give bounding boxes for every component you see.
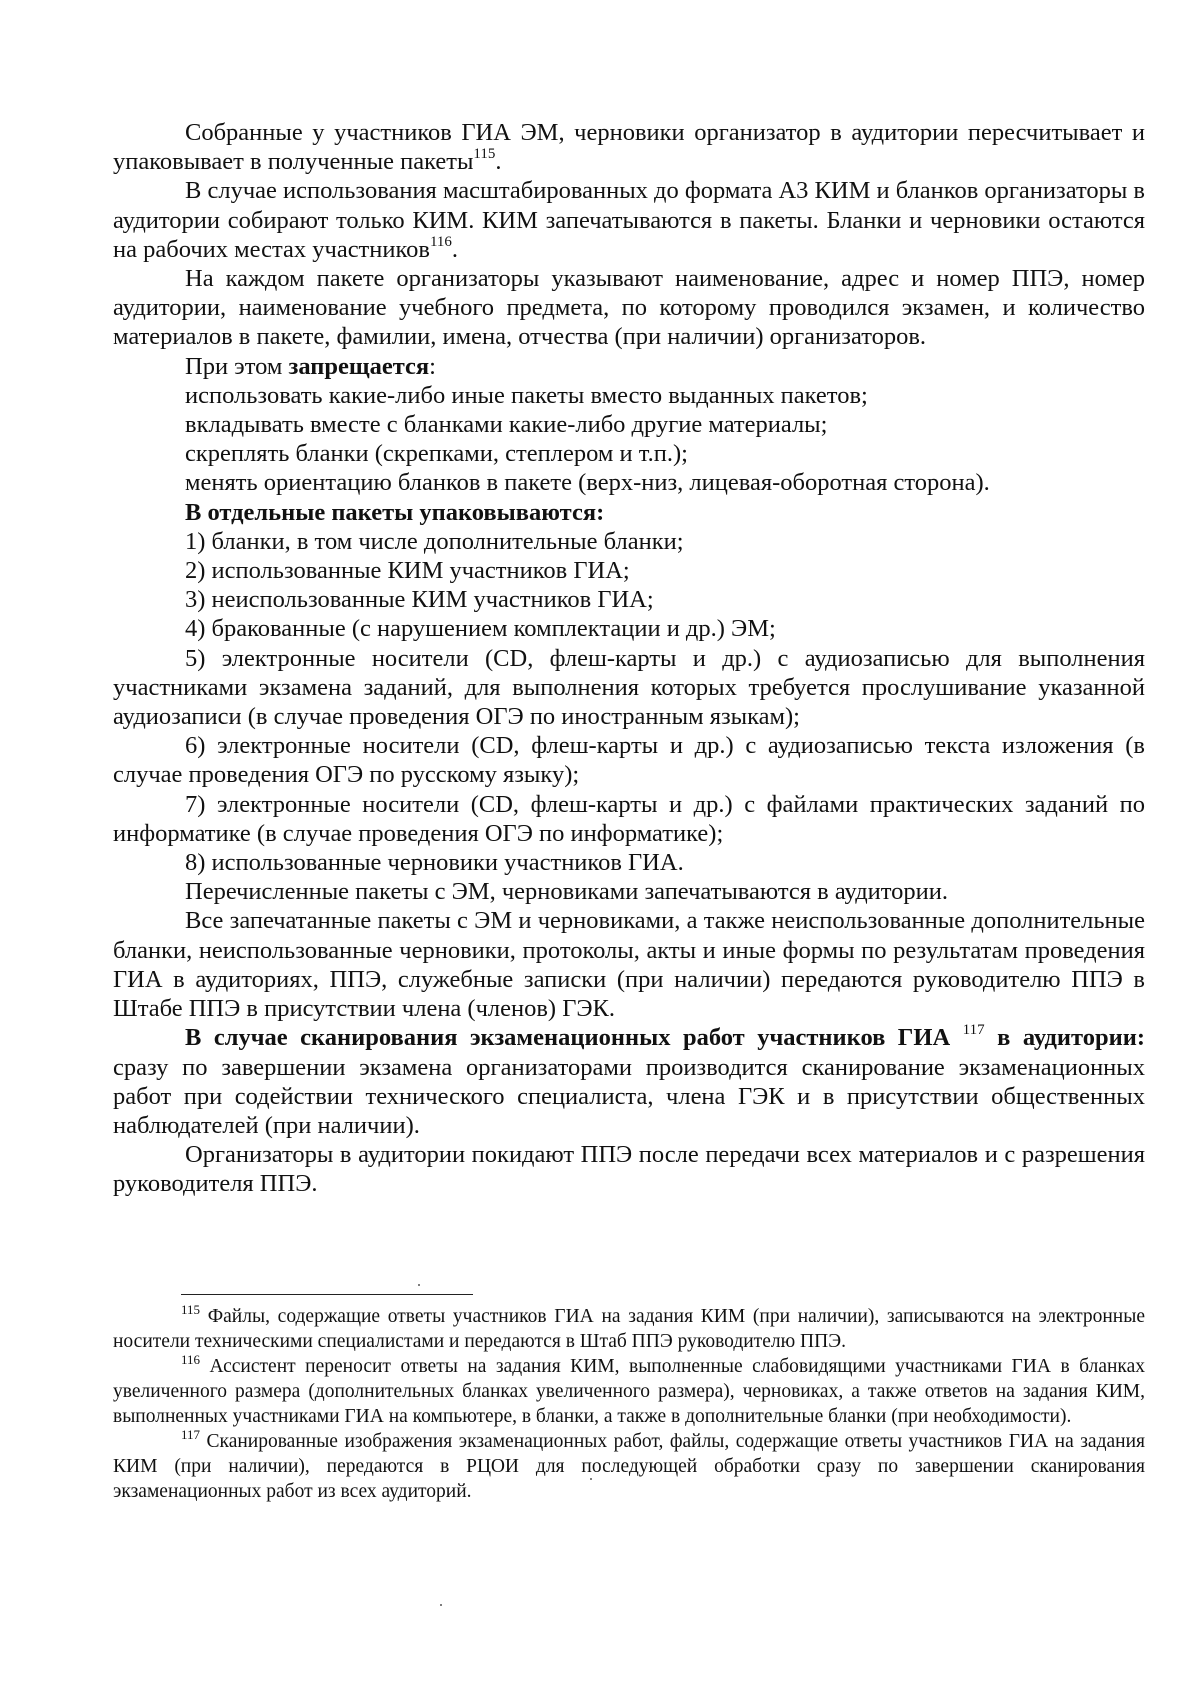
package-item: 7) электронные носители (CD, флеш-карты и др.) с файлами практических заданий по информатике (в случае проведения ОГЭ по информатике); [113, 790, 1145, 847]
scan-speck [418, 1284, 420, 1286]
package-item: 4) бракованные (с нарушением комплектации и др.) ЭМ; [185, 615, 776, 643]
scan-speck [440, 1604, 442, 1606]
main-text [113, 118, 1145, 1199]
paragraph-sealed: Перечисленные пакеты с ЭМ, черновиками запечатываются в аудитории. [185, 878, 949, 906]
footnote-115: $^{115}$ Файлы, содержащие ответы участников ГИА на задания КИМ (при наличии), записываются на электронные носители техническими специалистами и передаются в Штаб ППЭ руководителю ППЭ. [113, 1302, 1145, 1352]
paragraph-collect-drafts: Собранные у участников ГИА ЭМ, черновики организатор в аудитории пересчитывает и упаковывает в полученные пакеты$^{115}$. [113, 119, 1145, 176]
paragraph-closing: Организаторы в аудитории покидают ППЭ после передачи всех материалов и с разрешения руководителя ППЭ. [113, 1141, 1145, 1198]
prohibited-item: скреплять бланки (скрепками, степлером и т.п.); [185, 440, 688, 468]
footnote-separator [181, 1294, 473, 1295]
footnote-ref-117: 117 [962, 1022, 985, 1039]
scan-speck [590, 1478, 592, 1480]
paragraph-scanning: В случае сканирования экзаменационных работ участников ГИА $^{117}$ в аудитории: сразу по завершении экзамена организаторами производится сканирование экзаменационных работ при содействии технического специалиста, члена ГЭК и в присутствии общественных наблюдателей (при наличии). [113, 1022, 1146, 1139]
footnote-117: $^{117}$ Сканированные изображения экзаменационных работ, файлы, содержащие ответы участников ГИА на задания КИМ (при наличии), передаются в РЦОИ для последующей обработки сразу по завершении сканирования экзаменационных работ из всех аудиторий. [113, 1427, 1145, 1502]
prohibited-item: менять ориентацию бланков в пакете (верх-низ, лицевая-оборотная сторона). [185, 469, 990, 497]
package-item: 8) использованные черновики участников ГИА. [185, 849, 684, 877]
footnotes [113, 1304, 1145, 1504]
package-item: 2) использованные КИМ участников ГИА; [185, 557, 630, 585]
prohibited-item: использовать какие-либо иные пакеты вместо выданных пакетов; [185, 381, 868, 409]
paragraph-package-labels: На каждом пакете организаторы указывают наименование, адрес и номер ППЭ, номер аудитории, наименование учебного предмета, по которому проводился экзамен, и количество материалов в пакете, фамилии, имена, отчества (при наличии) организаторов. [113, 265, 1145, 351]
package-item: 3) неиспользованные КИМ участников ГИА; [185, 586, 654, 614]
package-item: 5) электронные носители (CD, флеш-карты и др.) с аудиозаписью для выполнения участниками экзамена заданий, для выполнения которых требуется прослушивание указанной аудиозаписи (в случае проведения ОГЭ по иностранным языкам); [113, 644, 1145, 731]
footnote-ref-116: 116 [429, 233, 452, 250]
prohibited-lead: При этом запрещается: [185, 352, 436, 380]
paragraph-a3-scaling: В случае использования масштабированных до формата А3 КИМ и бланков организаторы в аудитории собирают только КИМ. КИМ запечатываются в пакеты. Бланки и черновики остаются на рабочих местах участников$^{116}$. [113, 177, 1145, 263]
footnote-116: $^{116}$ Ассистент переносит ответы на задания КИМ, выполненные слабовидящими участниками ГИА в бланках увеличенного размера (дополнительных бланках увеличенного размера), черновиках, а также ответов на задания КИМ, выполненных участниками ГИА на компьютере, в бланки, а также в дополнительные бланки (при необходимости). [113, 1352, 1145, 1427]
packages-heading: В отдельные пакеты упаковываются: [185, 498, 605, 526]
package-item: 1) бланки, в том числе дополнительные бланки; [185, 527, 684, 555]
prohibited-item: вкладывать вместе с бланками какие-либо другие материалы; [185, 411, 828, 439]
package-item: 6) электронные носители (CD, флеш-карты и др.) с аудиозаписью текста изложения (в случае проведения ОГЭ по русскому языку); [113, 732, 1145, 789]
footnote-ref-115: 115 [473, 146, 496, 163]
paragraph-handover: Все запечатанные пакеты с ЭМ и черновиками, а также неиспользованные дополнительные бланки, неиспользованные черновики, протоколы, акты и иные формы по результатам проведения ГИА в аудиториях, ППЭ, служебные записки (при наличии) передаются руководителю ППЭ в Штабе ППЭ в присутствии члена (членов) ГЭК. [113, 907, 1145, 1023]
